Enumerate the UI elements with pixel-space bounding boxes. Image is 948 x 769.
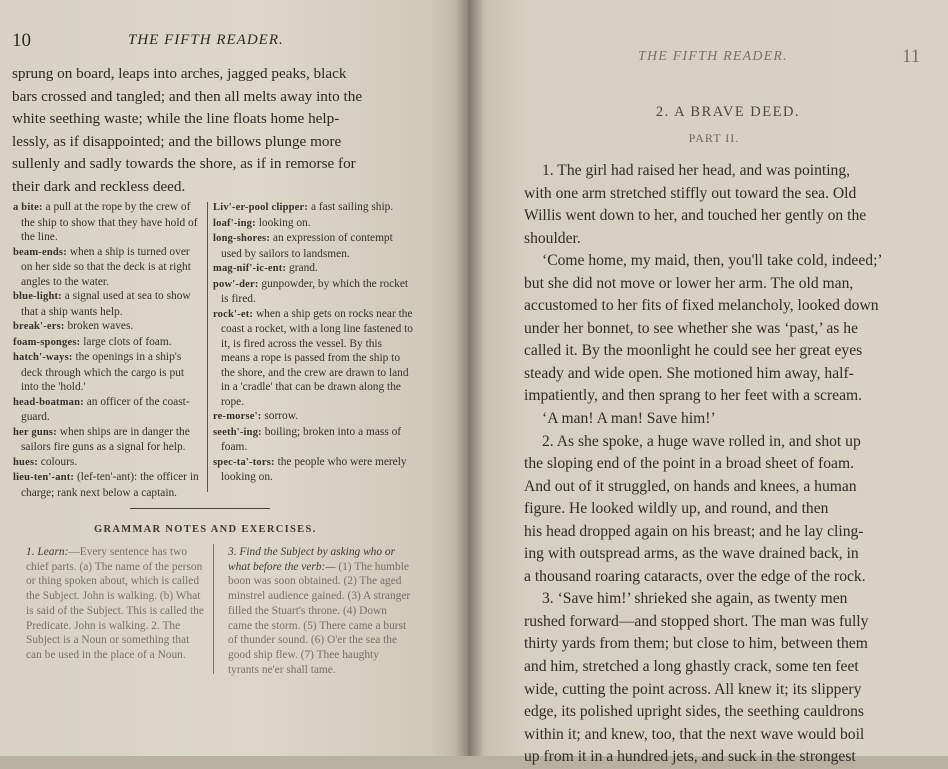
glossary-definition: sorrow.: [264, 410, 299, 422]
glossary-entry: [13, 200, 203, 245]
glossary-definition: the people who were merely looking on.: [221, 455, 407, 483]
glossary-definition: an officer of the coast-guard.: [21, 395, 190, 423]
right-body-text: [524, 160, 924, 769]
glossary-term: break'-ers:: [13, 321, 65, 332]
glossary-term: spec-ta'-tors:: [213, 456, 275, 468]
left-page-number: 10: [12, 30, 31, 51]
left-page-header: [12, 30, 452, 52]
body-line: a thousand roaring cataracts, over the edge of the rock.: [524, 567, 866, 585]
body-line: Willis went down to her, and touched her gently on the: [524, 207, 867, 225]
glossary-term: long-shores:: [213, 233, 271, 244]
body-line: edge, its polished upright sides, the seething cauldrons: [524, 703, 864, 721]
glossary-term: loaf'-ing:: [213, 217, 256, 229]
glossary-definition: a signal used at sea to show that a ship wants help.: [21, 290, 191, 318]
glossary-entry: [13, 245, 203, 290]
glossary-definition: an expression of contempt used by sailors to landsmen.: [221, 232, 393, 260]
chapter-heading-text: 2. A BRAVE DEED.: [655, 104, 801, 120]
body-line: steady and wide open. She motioned him away, half-: [524, 364, 854, 382]
body-line: 2. As she spoke, a huge wave rolled in, and shot up: [542, 432, 861, 450]
glossary-term: a bite:: [13, 202, 43, 213]
glossary-definition: large clots of foam.: [83, 335, 172, 348]
body-line: lessly, as if disappointed; and the billows plunge more: [12, 132, 342, 150]
glossary-term: her guns:: [13, 426, 57, 438]
glossary-entry: [213, 200, 413, 216]
body-line: figure. He looked wildly up, and round, and then: [524, 500, 829, 518]
right-page: [468, 0, 948, 766]
glossary-definition: when a ship is turned over on her side so that the deck is at right angles to the water.: [21, 245, 191, 288]
glossary-term: hues:: [13, 456, 38, 468]
glossary-term: head-boatman:: [13, 396, 84, 408]
glossary-definition: a pull at the rope by the crew of the ship to show that they have hold of the line.: [21, 201, 198, 243]
body-line: wide, cutting the point across. All knew it; its slippery: [524, 680, 862, 698]
grammar-exercises-right: [228, 545, 412, 677]
glossary-entry: [13, 455, 203, 471]
part-label: [468, 131, 948, 146]
glossary-term: lieu-ten'-ant:: [13, 472, 75, 483]
glossary-column-left: [13, 200, 203, 500]
glossary-definition: colours.: [40, 455, 78, 468]
glossary-term: hatch'-ways:: [13, 352, 73, 363]
body-line: bars crossed and tangled; and then all melts away into the: [12, 87, 363, 105]
part-label-text: PART II.: [688, 131, 740, 145]
glossary-entry: [13, 425, 203, 455]
right-page-number: 11: [902, 46, 921, 67]
body-line: 3. ‘Save him!’ shrieked she again, as twenty men: [542, 590, 848, 608]
glossary-term: re-morse':: [213, 411, 262, 422]
glossary-term: rock'-et:: [213, 308, 254, 320]
body-line: sullenly and sadly towards the shore, as if in remorse for: [12, 155, 356, 172]
body-line: under her bonnet, to see whether she was ‘past,’ as he: [524, 319, 858, 337]
body-line: sprung on board, leaps into arches, jagged peaks, black: [12, 65, 347, 82]
glossary-term: pow'-der:: [213, 278, 259, 290]
glossary-definition: grand.: [289, 262, 318, 274]
body-line: called it. By the moonlight he could see her great eyes: [524, 342, 863, 360]
glossary-divider: [207, 202, 208, 492]
body-line: but she did not move or lower her arm. The old man,: [524, 274, 854, 292]
glossary-term: blue-light:: [13, 291, 62, 302]
glossary-column-right: [213, 200, 413, 485]
body-line: ing with outspread arms, as the wave drained back, in: [524, 545, 859, 563]
book-gutter: [455, 0, 483, 756]
body-line: the sloping end of the point in a broad sheet of foam.: [524, 455, 854, 473]
right-running-title: THE FIFTH READER.: [638, 49, 788, 64]
body-line: and him, stretched a long ghastly crack, some ten feet: [524, 658, 859, 676]
glossary-term: Liv'-er-pool clipper:: [213, 202, 309, 213]
glossary-entry: [13, 350, 203, 395]
body-line: within it; and knew, too, that the next wave would boil: [524, 725, 865, 743]
glossary-definition: when a ship gets on rocks near the coast a rocket, with a long line fastened to it, is fired across the vessel. By this means a rope is passed from the ship to the shore, and the crew are drawn to land in a 'cradle' that can be drawn along the rope.: [221, 307, 413, 408]
left-running-title: THE FIFTH READER.: [128, 32, 284, 48]
glossary-entry: [213, 425, 413, 455]
grammar-right-lead: 3. Find the Subject by asking who or what before the verb:—: [228, 546, 396, 573]
glossary-definition: a fast sailing ship.: [310, 201, 394, 213]
glossary-entry: [13, 319, 203, 335]
left-page: [0, 0, 468, 756]
grammar-notes-left: [26, 545, 204, 663]
glossary-term: seeth'-ing:: [213, 426, 262, 438]
glossary-term: mag-nif'-ic-ent:: [213, 263, 287, 274]
glossary-definition: the openings in a ship's deck through which the cargo is put into the 'hold.': [21, 351, 185, 393]
grammar-divider: [213, 544, 214, 674]
glossary-term: beam-ends:: [13, 246, 67, 258]
glossary-definition: looking on.: [258, 216, 311, 229]
glossary-definition: (lef-ten'-ant): the officer in charge; rank next below a captain.: [21, 471, 199, 499]
glossary-definition: broken waves.: [67, 320, 134, 332]
grammar-right-text: (1) The humble boon was soon obtained. (2) The aged minstrel audience gained. (3) A stranger filled the Stuart's throne. (4) Down came the storm. (5) There came a burst of thunder sound. (6) O'er the sea the good ship flew. (7) Thee haughty tyrants ne'er shall tame.: [228, 560, 411, 676]
body-line: rushed forward—and stopped short. The man was fully: [524, 612, 869, 630]
glossary-entry: [213, 409, 413, 425]
body-line: thirty yards from them; but close to him, between them: [524, 635, 868, 653]
body-line: ‘A man! A man! Save him!’: [542, 410, 716, 428]
glossary-entry: [213, 231, 413, 261]
glossary-entry: [13, 289, 203, 319]
glossary-entry: [213, 216, 413, 232]
body-line: their dark and reckless deed.: [12, 177, 186, 195]
grammar-title: GRAMMAR NOTES AND EXERCISES.: [94, 524, 317, 535]
glossary-entry: [13, 470, 203, 500]
body-line: white seething waste; while the line floats home help-: [12, 110, 340, 127]
glossary-entry: [213, 455, 413, 485]
chapter-heading: [468, 104, 948, 121]
glossary-definition: gunpowder, by which the rocket is fired.: [221, 277, 409, 305]
glossary-term: foam-sponges:: [13, 336, 81, 348]
left-body-text: [12, 63, 410, 198]
body-line: up from it in a hundred jets, and suck in the strongest: [524, 748, 856, 766]
body-line: And out of it struggled, on hands and knees, a human: [524, 477, 857, 495]
body-line: accustomed to her fits of fixed melancholy, looked down: [524, 297, 879, 315]
section-rule: [130, 508, 270, 509]
body-line: 1. The girl had raised her head, and was pointing,: [542, 162, 851, 179]
body-line: his head dropped again on his breast; and he lay cling-: [524, 522, 864, 540]
glossary-entry: [213, 261, 413, 277]
glossary-entry: [213, 307, 413, 410]
body-line: with one arm stretched stiffly out toward the sea. Old: [524, 184, 857, 202]
body-line: shoulder.: [524, 229, 581, 247]
grammar-left-lead: 1. Learn:: [26, 546, 69, 558]
right-page-header: [638, 46, 938, 68]
body-line: ‘Come home, my maid, then, you'll take cold, indeed;’: [542, 252, 883, 270]
glossary-entry: [13, 395, 203, 425]
glossary-entry: [13, 335, 203, 351]
body-line: impatiently, and then sprang to her feet with a scream.: [524, 387, 863, 405]
grammar-left-text: —Every sentence has two chief parts. (a) The name of the person or thing spoken about, which is called the Subject. John is walking. (b) What is said of the Subject. This is called the Predicate. John is walking. 2. The Subject is a Noun or something that can be used in the place of a Noun.: [26, 546, 204, 661]
glossary-entry: [213, 277, 413, 307]
glossary-definition: when ships are in danger the sailors fire guns as a signal for help.: [21, 425, 190, 453]
glossary-definition: boiling; broken into a mass of foam.: [221, 425, 402, 453]
